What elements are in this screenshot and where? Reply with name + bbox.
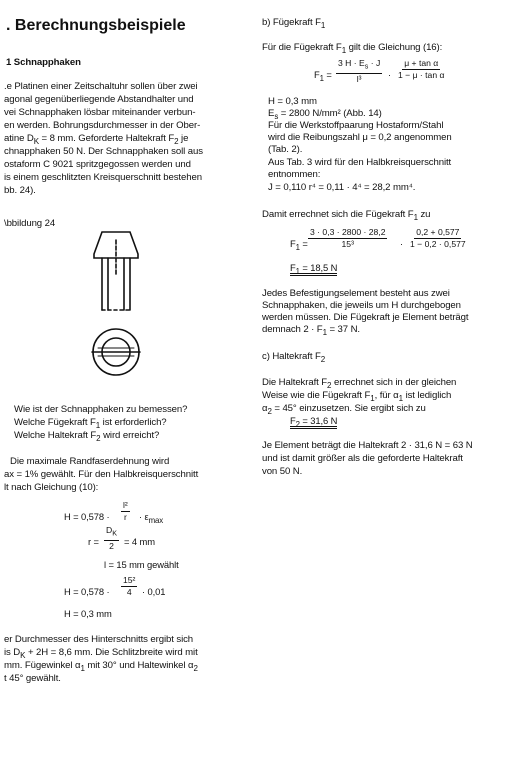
equation-h-values: H = 0,578 · xyxy=(64,586,110,597)
f2-result: $F_2 = 31,6$ N xyxy=(290,415,338,429)
f1-result: $F_1 = 18,5$ N xyxy=(290,262,338,276)
formula-f1-values-fraction-2: $\frac{0,2 + 0,577}{1 - 0,2 \cdot 0,577}$ xyxy=(410,227,466,249)
damit-line: Damit errechnet sich die Fügekraft $F_1$ zu xyxy=(262,209,431,222)
section-b-heading: b) Fügekraft $F_1$ xyxy=(262,17,326,30)
equation-r: r = xyxy=(88,536,99,547)
equation-h: H = 0,578 · xyxy=(64,511,110,522)
page-title: . Berechnungsbeispiele xyxy=(6,17,186,34)
formula-f1-fraction-1: $\frac{3 H \cdot E_s \cdot J}{\text{l³}}$ xyxy=(338,58,381,84)
formula-f1: $F_1$ = xyxy=(314,69,332,83)
section-b-intro: Für die Fügekraft $F_1$ gilt die Gleichung (16): xyxy=(262,42,443,55)
formula-f1-fraction-2: $\frac{\text{μ + tan α}}{\text{1 − μ · tan α}}$ xyxy=(398,58,445,80)
equation-h-values-fraction: $\frac{\text{15²}}{4}$ xyxy=(123,575,136,597)
equation-r-fraction: $\frac{D_K}{2}$ xyxy=(106,525,117,551)
section-c-heading: c) Haltekraft $F_2$ xyxy=(262,351,326,364)
figure-label: \bbildung 24 xyxy=(4,218,56,229)
equation-l: l = 15 mm gewählt xyxy=(104,559,179,570)
formula-f1-values-fraction-1: $\frac{3 \cdot 0,3 \cdot 2800 \cdot 28,2}{\text{15³}}$ xyxy=(310,227,386,249)
section-heading: 1 Schnapphaken xyxy=(6,57,81,68)
equation-h-fraction: $\frac{\text{l²}}{r}$ xyxy=(123,500,128,522)
equation-h-result: H = 0,3 mm xyxy=(64,608,112,619)
formula-f1-values: $F_1$ = xyxy=(290,238,308,252)
snap-hook-figure xyxy=(80,228,160,386)
